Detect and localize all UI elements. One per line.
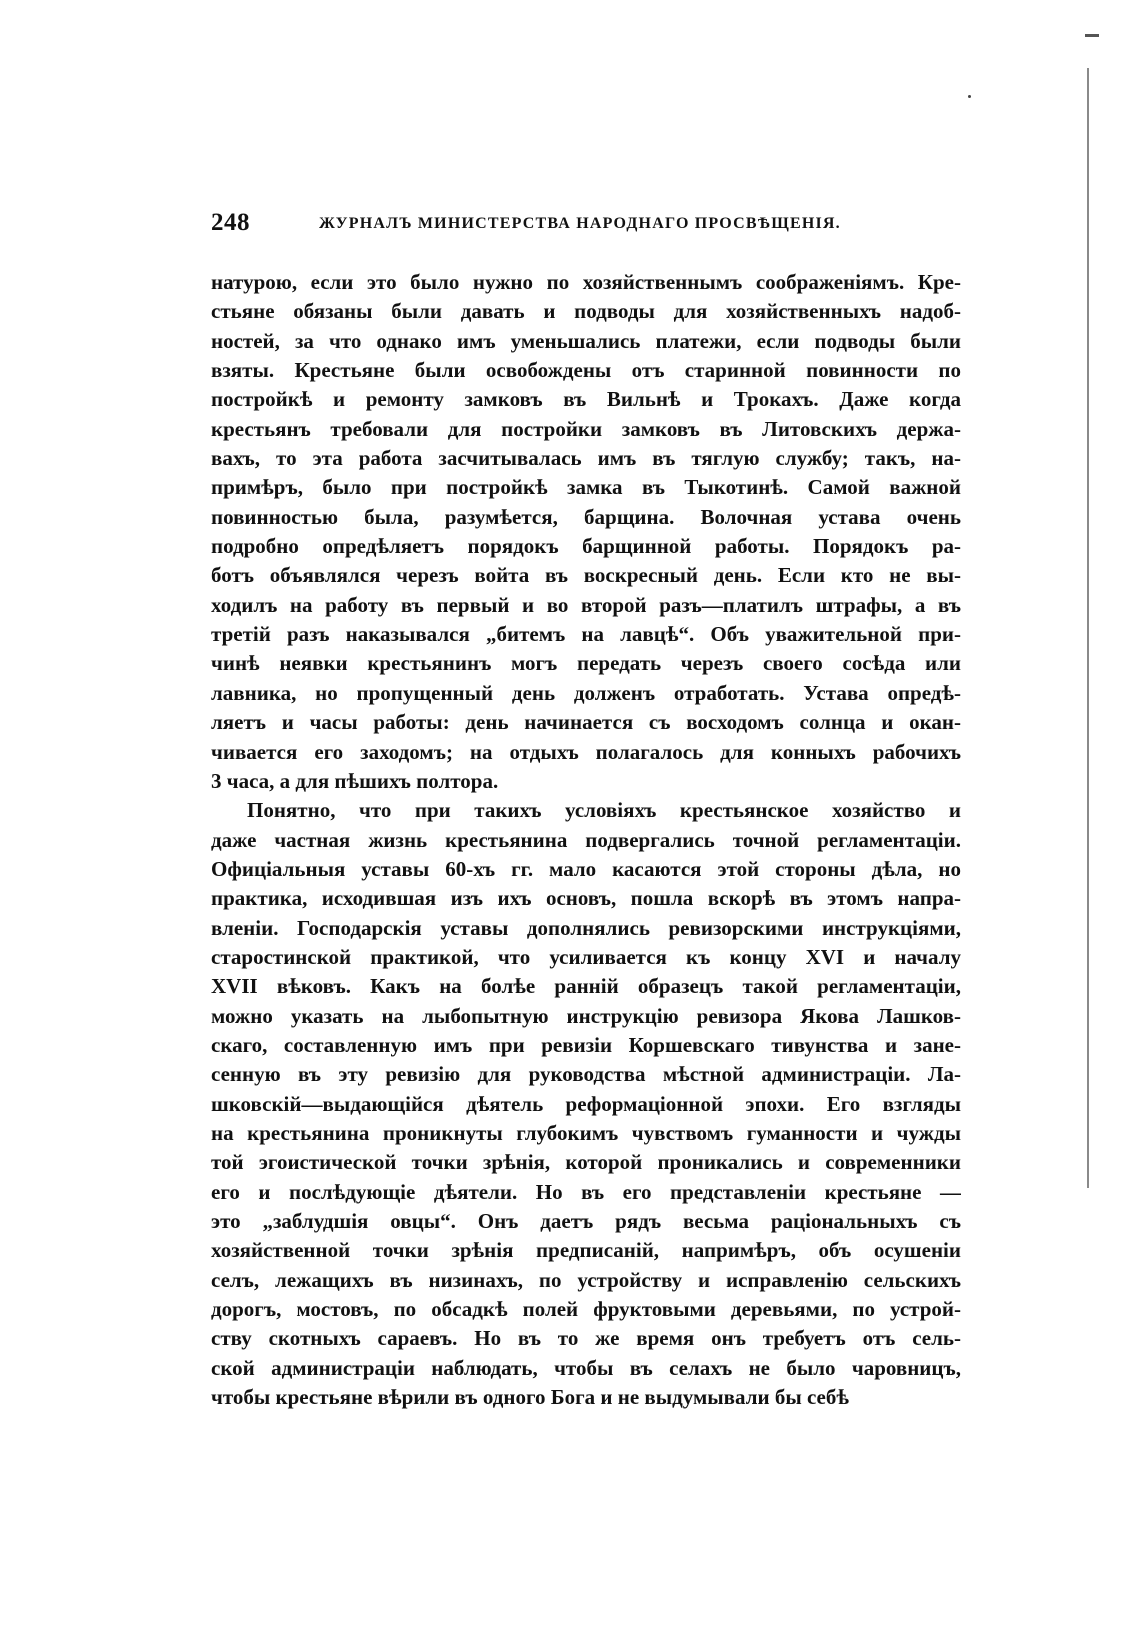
text-line: сенную въ эту ревизію для руководства мѣстной администраціи. Ла- [211, 1062, 961, 1087]
text-line: старостинской практикой, что усиливается къ концу XVI и началу [211, 944, 961, 969]
text-line: той эгоистической точки зрѣнія, которой проникались и современники [211, 1150, 961, 1175]
text-line: 3 часа, а для пѣшихъ полтора. [211, 768, 499, 793]
text-line: ской администраціи наблюдать, чтобы въ селахъ не было чаровницъ, [211, 1355, 961, 1380]
text-line: даже частная жизнь крестьянина подвергались точной регламентаціи. [211, 827, 961, 852]
page-edge-line [1087, 68, 1089, 1188]
body-text [211, 268, 961, 1412]
page-number: 248 [211, 209, 250, 236]
text-line: XVII вѣковъ. Какъ на болѣе ранній образецъ такой регламентаціи, [211, 974, 961, 999]
text-line: ностей, за что однако имъ уменьшались платежи, если подводы были [211, 328, 961, 353]
scan-dot-mark [968, 95, 971, 98]
text-line: крестьянъ требовали для постройки замковъ въ Литовскихъ держа- [211, 416, 961, 441]
text-line: практика, исходившая изъ ихъ основъ, пошла вскорѣ въ этомъ напра- [211, 886, 961, 911]
text-line: селъ, лежащихъ въ низинахъ, по устройству и исправленію сельскихъ [211, 1267, 961, 1292]
text-line: это „заблудшія овцы“. Онъ даетъ рядъ весьма раціональныхъ съ [211, 1209, 961, 1233]
text-line: ляетъ и часы работы: день начинается съ восходомъ солнца и окан- [211, 710, 961, 735]
text-line: лавника, но пропущенный день долженъ отработать. Устава опредѣ- [211, 680, 961, 705]
scan-corner-mark [1085, 34, 1099, 37]
text-line: примѣръ, было при постройкѣ замка въ Тыкотинѣ. Самой важной [211, 475, 961, 500]
text-line: Офиціальныя уставы 60-хъ гг. мало касаются этой стороны дѣла, но [211, 856, 961, 881]
text-line: третій разъ наказывался „битемъ на лавцѣ“. Объ уважительной при- [211, 622, 961, 647]
text-line: вахъ, то эта работа засчитывалась имъ въ тяглую службу; такъ, на- [211, 446, 961, 471]
text-line: стьяне обязаны были давать и подводы для хозяйственныхъ надоб- [211, 299, 961, 324]
text-line: на крестьянина проникнуты глубокимъ чувствомъ гуманности и чужды [211, 1120, 961, 1145]
text-line: натурою, если это было нужно по хозяйственнымъ соображеніямъ. Кре- [211, 270, 961, 294]
text-line: его и послѣдующіе дѣятели. Но въ его представленіи крестьяне — [211, 1179, 961, 1204]
running-title: ЖУРНАЛЪ МИНИСТЕРСТВА НАРОДНАГО ПРОСВѢЩЕНІЯ. [319, 215, 841, 232]
page-header [211, 209, 961, 241]
text-line: повинностью была, разумѣется, барщина. Волочная устава очень [211, 504, 961, 529]
text-line: чинѣ неявки крестьянинъ могъ передать черезъ своего сосѣда или [211, 651, 961, 676]
text-line: дорогъ, мостовъ, по обсадкѣ полей фруктовыми деревьями, по устрой- [211, 1297, 961, 1322]
text-line: постройкѣ и ремонту замковъ въ Вильнѣ и Трокахъ. Даже когда [211, 387, 961, 412]
text-line: подробно опредѣляетъ порядокъ барщинной работы. Порядокъ ра- [211, 534, 961, 559]
text-line: шковскій—выдающійся дѣятель реформаціонной эпохи. Его взгляды [211, 1091, 961, 1116]
text-line: взяты. Крестьяне были освобождены отъ старинной повинности по [211, 358, 961, 383]
text-line: ботъ объявлялся черезъ войта въ воскресный день. Если кто не вы- [211, 563, 961, 588]
text-line: чивается его заходомъ; на отдыхъ полагалось для конныхъ рабочихъ [211, 739, 961, 764]
text-line: вленіи. Господарскія уставы дополнялись ревизорскими инструкціями, [211, 915, 961, 940]
paragraph-1 [211, 268, 961, 796]
text-line: хозяйственной точки зрѣнія предписаній, напримѣръ, объ осушеніи [211, 1238, 961, 1263]
text-line: можно указать на лыбопытную инструкцію ревизора Якова Лашков- [211, 1003, 961, 1028]
text-line: ству скотныхъ сараевъ. Но въ то же время онъ требуетъ отъ сель- [211, 1326, 961, 1351]
text-line: скаго, составленную имъ при ревизіи Коршевскаго тивунства и зане- [211, 1032, 961, 1057]
text-line: чтобы крестьяне вѣрили въ одного Бога и не выдумывали бы себѣ [211, 1385, 849, 1410]
text-line: Понятно, что при такихъ условіяхъ крестьянское хозяйство и [247, 798, 961, 823]
text-line: ходилъ на работу въ первый и во второй разъ—платилъ штрафы, а въ [211, 592, 961, 617]
paragraph-2 [211, 796, 961, 1412]
